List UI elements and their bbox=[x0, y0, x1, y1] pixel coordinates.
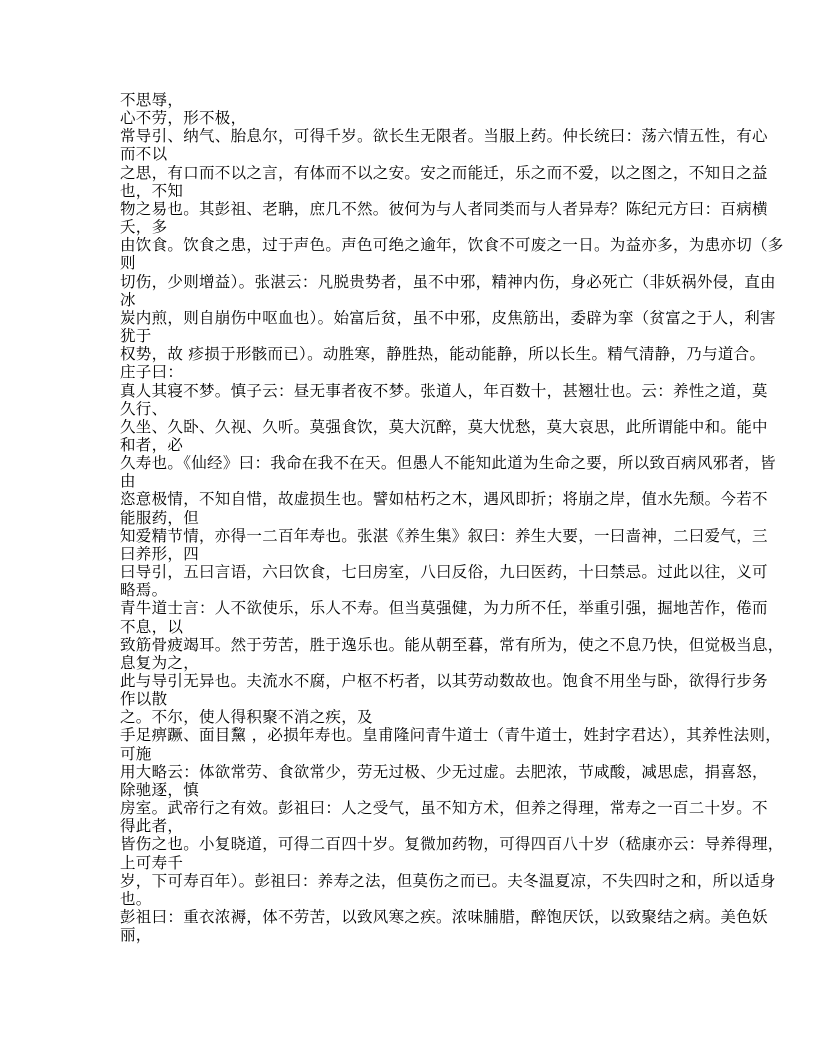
text-line: 曰养形，四 bbox=[120, 544, 200, 563]
text-line: 炭内煎，则自崩伤中呕血也）。始富后贫，虽不中邪，皮焦筋出，委辟为挛（贫富之于人，利害 bbox=[120, 308, 776, 327]
text-line: 得此者， bbox=[120, 817, 184, 836]
text-line: 常导引、纳气、胎息尔，可得千岁。欲长生无限者。当服上药。仲长统曰：荡六情五性，有心 bbox=[120, 127, 768, 146]
text-line: 久行、 bbox=[120, 399, 168, 418]
text-line: 皆伤之也。小复晓道，可得二百四十岁。复微加药物，可得四百八十岁（嵇康亦云：导养得理， bbox=[120, 835, 784, 854]
text-line: 和者，必 bbox=[120, 435, 184, 454]
text-line: 知爱精节情，亦得一二百年寿也。张湛《养生集》叙曰：养生大要，一曰啬神，二曰爱气，三 bbox=[120, 526, 768, 545]
text-line: 岁，下可寿百年）。彭祖曰：养寿之法，但莫伤之而已。夫冬温夏凉，不失四时之和，所以适身 bbox=[120, 871, 776, 890]
text-line: 而不以 bbox=[120, 145, 168, 164]
text-line: 夭，多 bbox=[120, 218, 168, 237]
text-line: 也。 bbox=[120, 889, 152, 908]
text-line: 之思，有口而不以之言，有体而不以之安。安之而能迁，乐之而不爱，以之图之，不知日之益 bbox=[120, 163, 768, 182]
text-line: 也，不知 bbox=[120, 181, 184, 200]
text-line: 用大略云：体欲常劳、食欲常少，劳无过极、少无过虚。去肥浓，节咸酸，减思虑，捐喜怒， bbox=[120, 762, 768, 781]
text-line: 由 bbox=[120, 472, 136, 491]
text-line: 此与导引无异也。夫流水不腐，户枢不朽者，以其劳动数故也。饱食不用坐与卧，欲得行步务 bbox=[120, 672, 768, 690]
text-line: 则 bbox=[120, 254, 136, 273]
text-line: 不思辱， bbox=[120, 91, 184, 109]
text-line: 作以散 bbox=[120, 690, 168, 709]
text-line: 犹于 bbox=[120, 327, 152, 346]
text-line: 除驰逐，慎 bbox=[120, 780, 200, 799]
text-line: 青牛道士言：人不欲使乐，乐人不寿。但当莫强健，为力所不任，举重引强，掘地苦作，倦而 bbox=[120, 599, 768, 618]
text-line: 彭祖曰：重衣浓褥，体不劳苦，以致风寒之疾。浓味脯腊，醉饱厌饫，以致聚结之病。美色妖 bbox=[120, 908, 768, 927]
text-line: 手足痹蹶、面目黧 ，必损年寿也。皇甫隆问青牛道士（青牛道士，姓封字君达），其养性法则， bbox=[120, 726, 782, 745]
text-line: 不息，以 bbox=[120, 617, 184, 636]
text-line: 切伤，少则增益）。张湛云：凡脱贵势者，虽不中邪，精神内伤，身必死亡（非妖祸外侵，直由 bbox=[120, 272, 776, 291]
text-line: 房室。武帝行之有效。彭祖曰：人之受气，虽不知方术，但养之得理，常寿之一百二十岁。不 bbox=[120, 799, 768, 818]
text-line: 物之易也。其彭祖、老聃，庶几不然。彼何为与人者同类而与人者异寿？陈纪元方曰：百病横 bbox=[120, 199, 768, 218]
text-line: 庄子曰： bbox=[120, 363, 184, 382]
text-line: 能服药，但 bbox=[120, 508, 200, 527]
text-line: 略焉。 bbox=[120, 581, 168, 600]
text-line: 上可寿千 bbox=[120, 853, 184, 872]
text-line: 权势，故 疹损于形骸而已）。动胜寒，静胜热，能动能静，所以长生。精气清静，乃与道合。 bbox=[120, 345, 766, 364]
text-line: 致筋骨疲竭耳。然于劳苦，胜于逸乐也。能从朝至暮，常有所为，使之不息乃快，但觉极当息， bbox=[120, 635, 784, 654]
text-line: 可施 bbox=[120, 744, 152, 763]
text-line: 之。不尔，使人得积聚不消之疾，及 bbox=[120, 708, 373, 727]
text-line: 心不劳，形不极， bbox=[120, 109, 247, 128]
text-line: 由饮食。饮食之患，过于声色。声色可绝之逾年，饮食不可废之一日。为益亦多，为患亦切（多 bbox=[120, 236, 784, 255]
text-line: 曰导引，五曰言语，六曰饮食，七曰房室，八曰反俗，九曰医药，十曰禁忌。过此以往，义可 bbox=[120, 563, 768, 582]
text-line: 久寿也。《仙经》曰：我命在我不在天。但愚人不能知此道为生命之要，所以致百病风邪者，皆 bbox=[120, 454, 776, 473]
document-body bbox=[120, 91, 784, 945]
text-line: 冰 bbox=[120, 290, 136, 309]
text-line: 息复为之， bbox=[120, 653, 200, 672]
text-line: 真人其寝不梦。慎子云：昼无事者夜不梦。张道人，年百数十，甚翘壮也。云：养性之道，莫 bbox=[120, 381, 768, 400]
text-line: 丽， bbox=[120, 926, 152, 945]
text-line: 恣意极情，不知自惜，故虚损生也。譬如枯朽之木，遇风即折；将崩之岸，值水先颓。今若不 bbox=[120, 490, 768, 509]
text-line: 久坐、久卧、久视、久听。莫强食饮，莫大沉醉，莫大忧愁，莫大哀思，此所谓能中和。能中 bbox=[120, 417, 768, 436]
